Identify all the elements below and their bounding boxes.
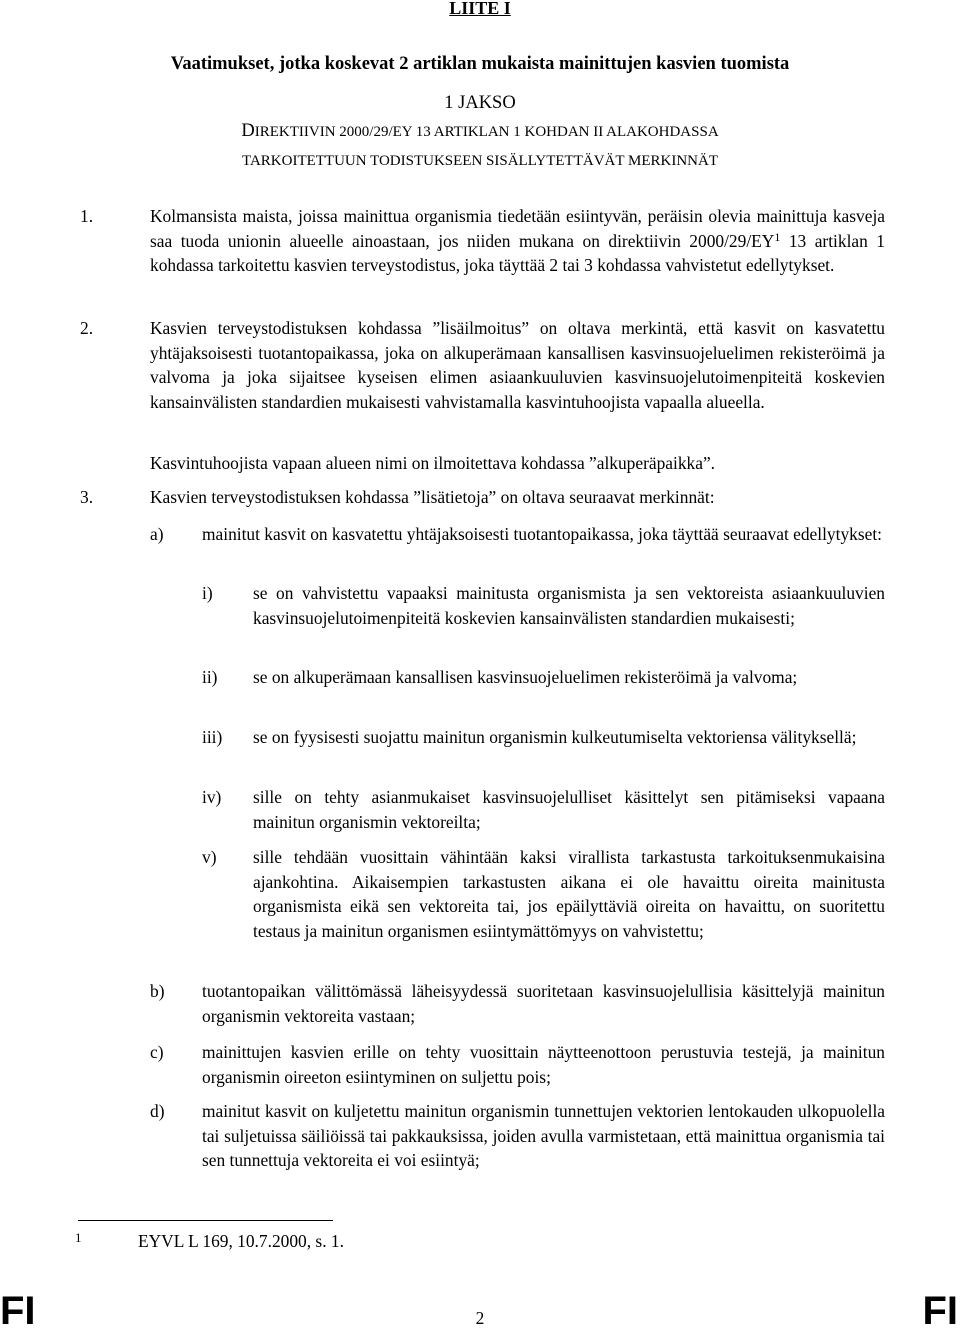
paragraph-number-2: 2.	[80, 318, 94, 338]
section-heading	[0, 91, 960, 116]
subitem-label-ii: ii)	[202, 667, 218, 687]
subitem-label-v: v)	[202, 847, 217, 867]
language-code-left: FI	[0, 1289, 36, 1333]
subitem-iv: sille on tehty asianmukaiset kasvinsuojelulliset käsittelyt sen pitämiseksi vapaana mainitun organismin vektoreilta;	[253, 787, 885, 832]
item-d: mainitut kasvit on kuljetettu mainitun organismin tunnettujen vektorien lentokauden ulkopuolella tai suljetuissa säiliöissä tai pakkauksissa, joiden avulla varmistetaan, että mainittua organismia tai sen tunnettuja vektoreita ei voi esiintyä;	[202, 1101, 885, 1171]
paragraph-1-text-cont: 13 artiklan 1 kohdassa tarkoitettu kasvien terveystodistus, joka täyttää 2 tai 3 kohdassa vahvistetut edellytykset.	[150, 230, 886, 276]
footnote-divider	[78, 1220, 333, 1221]
subitem-ii: se on alkuperämaan kansallisen kasvinsuojeluelimen rekisteröimä ja valvoma;	[253, 667, 798, 687]
subitem-label-iv: iv)	[202, 787, 222, 807]
paragraph-number-3: 3.	[80, 487, 94, 507]
footnote-text: EYVL L 169, 10.7.2000, s. 1.	[138, 1231, 344, 1251]
annex-label: LIITE I	[449, 0, 511, 18]
item-label-c: c)	[150, 1042, 164, 1062]
section-subheading-part2: ARTIKLAN 1 KOHDAN II ALAKOHDASSA	[433, 124, 719, 140]
subitem-i: se on vahvistettu vapaaksi mainitusta organismista ja sen vektoreista asiaankuuluvien kasvinsuojelutoimenpiteitä koskevien kansainvälisten standardien mukaisesti;	[253, 583, 885, 628]
footnote-ref: 1	[774, 229, 781, 244]
paragraph-3: Kasvien terveystodistuksen kohdassa ”lisätietoja” on oltava seuraavat merkinnät:	[150, 487, 715, 507]
item-c: mainittujen kasvien erille on tehty vuosittain näytteenottoon perustuvia testejä, ja mainitun organismin oireeton esiintyminen on suljettu pois;	[202, 1042, 885, 1087]
section-subheading-initial: D	[241, 121, 255, 141]
item-b: tuotantopaikan välittömässä läheisyydessä suoritetaan kasvinsuojelullisia käsittelyjä mainitun organismin vektoreita vastaan;	[202, 981, 885, 1026]
subitem-label-iii: iii)	[202, 727, 223, 747]
document-title: Vaatimukset, jotka koskevat 2 artiklan mukaista mainittujen kasvien tuomista	[170, 54, 790, 74]
item-a: mainitut kasvit on kasvatettu yhtäjaksoisesti tuotantopaikassa, joka täyttää seuraavat edellytykset:	[202, 524, 882, 544]
paragraph-2: Kasvien terveystodistuksen kohdassa ”lisäilmoitus” on oltava merkintä, että kasvit on kasvatettu yhtäjaksoisesti tuotantopaikassa, joka on alkuperämaan kansallisen kasvinsuojeluelimen rekisteröimä ja valvoma ja joka sijaitsee kyseisen elimen asiaankuuluvien kasvinsuojelutoimenpiteitä koskevien kansainvälisten standardien mukaisesti vahvistamalla kasvintuhoojista vapaalla alueella.	[150, 318, 885, 412]
subitem-label-i: i)	[202, 583, 213, 603]
item-label-a: a)	[150, 524, 164, 544]
page-number: 2	[475, 1308, 485, 1328]
section-subheading-part1: IREKTIIVIN 2000/29/EY 13	[254, 124, 434, 140]
paragraph-2-extra: Kasvintuhoojista vapaan alueen nimi on ilmoitettava kohdassa ”alkuperäpaikka”.	[150, 453, 716, 473]
section-subheading-line3: TARKOITETTUUN TODISTUKSEEN SISÄLLYTETTÄVÄT MERKINNÄT	[241, 153, 718, 169]
item-label-d: d)	[150, 1101, 165, 1121]
language-code-right: FI	[922, 1289, 958, 1333]
paragraph-number-1: 1.	[80, 206, 94, 226]
footnote-number: 1	[75, 1230, 82, 1245]
paragraph-1	[150, 204, 885, 278]
subitem-v: sille tehdään vuosittain vähintään kaksi virallista tarkastusta tarkoituksenmukaisina ajankohtina. Aikaisempien tarkastusten aikana ei ole havaittu oireita mainitusta organismista eikä sen vektoreita tai, jos epäilyttäviä oireita on havaittu, on suoritettu testaus ja mainitun organismen esiintymättömyys on vahvistettu;	[253, 847, 885, 941]
section-number: 1 JAKSO	[444, 93, 516, 113]
subitem-iii: se on fyysisesti suojattu mainitun organismin kulkeutumiselta vektoriensa välityksellä;	[253, 727, 857, 747]
section-subheading	[0, 119, 960, 145]
paragraph-1-text: Kolmansista maista, joissa mainittua organismia tiedetään esiintyvän, peräisin olevia mainittuja kasveja saa tuoda unionin alueelle ainoastaan, jos niiden mukana on direktiivin 2000/29/EY	[150, 206, 885, 251]
item-label-b: b)	[150, 981, 165, 1001]
